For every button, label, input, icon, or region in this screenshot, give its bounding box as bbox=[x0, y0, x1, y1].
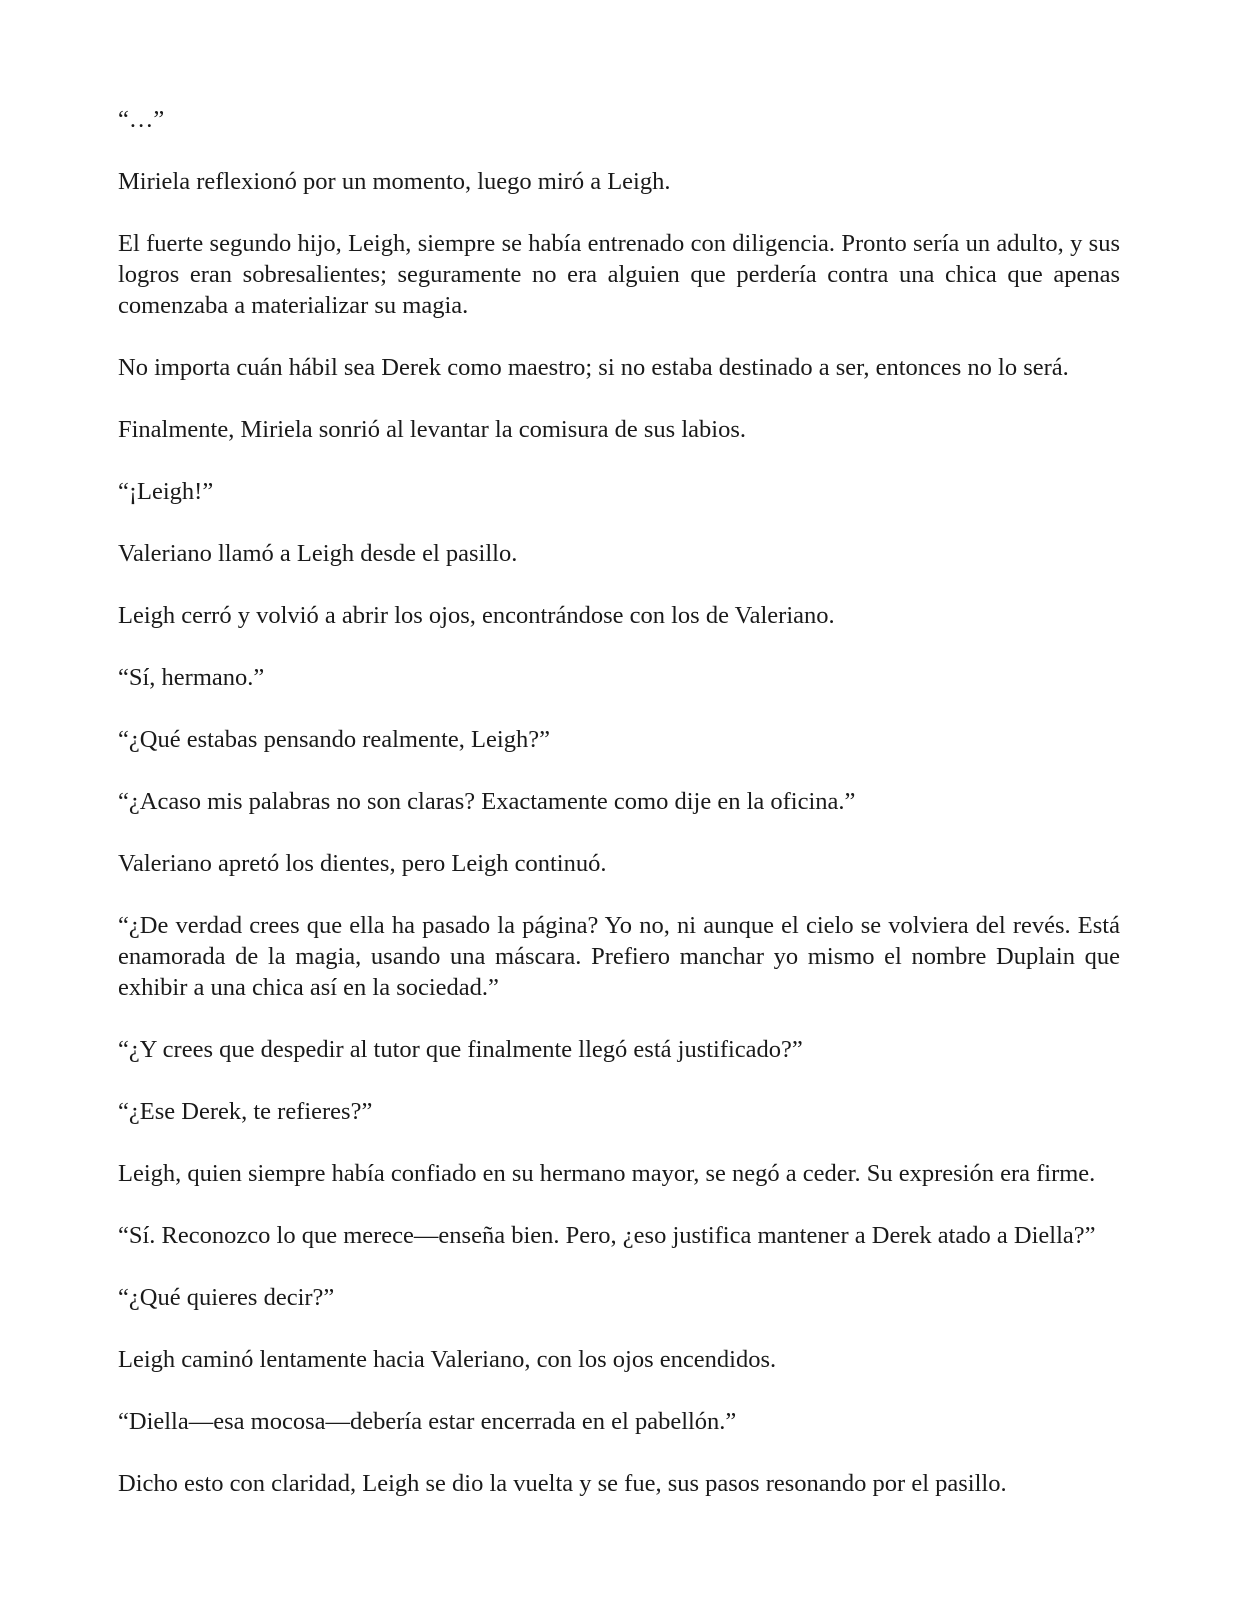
paragraph-leigh-eyes: Leigh cerró y volvió a abrir los ojos, encontrándose con los de Valeriano. bbox=[118, 602, 835, 629]
document-page bbox=[118, 104, 1120, 1499]
paragraph-que-quieres-decir: “¿Qué quieres decir?” bbox=[118, 1284, 335, 1311]
paragraph-acaso-palabras: “¿Acaso mis palabras no son claras? Exactamente como dije en la oficina.” bbox=[118, 788, 856, 815]
paragraph-leigh-leaves: Dicho esto con claridad, Leigh se dio la vuelta y se fue, sus pasos resonando por el pasillo. bbox=[118, 1470, 1007, 1497]
paragraph-de-verdad: “¿De verdad crees que ella ha pasado la página? Yo no, ni aunque el cielo se volviera del revés. Está enamorada de la magia, usando una máscara. Prefiero manchar yo mismo el nombre Duplain que exhibir a una chica así en la sociedad.” bbox=[118, 912, 1120, 1001]
paragraph-leigh-firm: Leigh, quien siempre había confiado en su hermano mayor, se negó a ceder. Su expresión era firme. bbox=[118, 1160, 1096, 1187]
paragraph-valeriano-teeth: Valeriano apretó los dientes, pero Leigh continuó. bbox=[118, 850, 607, 877]
paragraph-que-pensando: “¿Qué estabas pensando realmente, Leigh?” bbox=[118, 726, 550, 753]
paragraph-despedir-tutor: “¿Y crees que despedir al tutor que finalmente llegó está justificado?” bbox=[118, 1036, 803, 1063]
paragraph-second-son: El fuerte segundo hijo, Leigh, siempre se había entrenado con diligencia. Pronto sería un adulto, y sus logros eran sobresalientes; seguramente no era alguien que perdería contra una chica que apenas comenzaba a materializar su magia. bbox=[118, 230, 1120, 319]
paragraph-si-hermano: “Sí, hermano.” bbox=[118, 664, 265, 691]
paragraph-call-leigh: “¡Leigh!” bbox=[118, 478, 214, 505]
paragraph-diella-pabellon: “Diella—esa mocosa—debería estar encerrada en el pabellón.” bbox=[118, 1408, 737, 1435]
paragraph-miriela-reflects: Miriela reflexionó por un momento, luego miró a Leigh. bbox=[118, 168, 671, 195]
paragraph-miriela-smiles: Finalmente, Miriela sonrió al levantar la comisura de sus labios. bbox=[118, 416, 746, 443]
paragraph-valeriano-called: Valeriano llamó a Leigh desde el pasillo. bbox=[118, 540, 518, 567]
paragraph-ellipsis: “…” bbox=[118, 106, 165, 133]
paragraph-derek-teacher: No importa cuán hábil sea Derek como maestro; si no estaba destinado a ser, entonces no lo será. bbox=[118, 354, 1069, 381]
paragraph-leigh-walks: Leigh caminó lentamente hacia Valeriano, con los ojos encendidos. bbox=[118, 1346, 777, 1373]
paragraph-ese-derek: “¿Ese Derek, te refieres?” bbox=[118, 1098, 373, 1125]
paragraph-reconozco: “Sí. Reconozco lo que merece—enseña bien. Pero, ¿eso justifica mantener a Derek atado a Diella?” bbox=[118, 1222, 1096, 1249]
